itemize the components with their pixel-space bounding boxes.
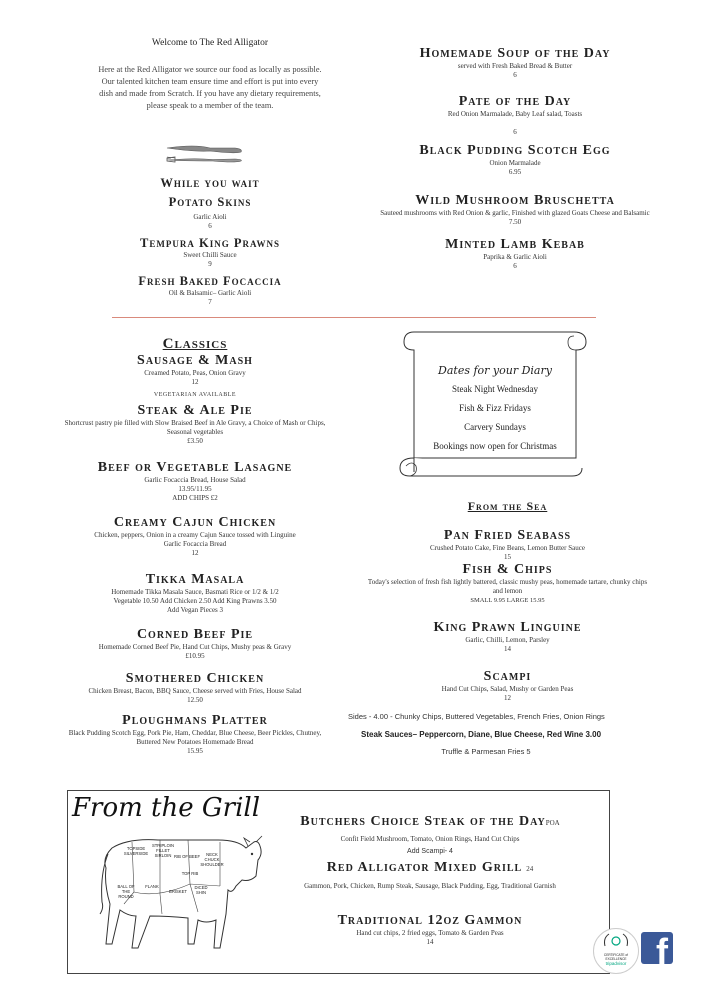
vegetarian-note: VEGETARIAN AVAILABLE <box>153 392 237 398</box>
pate-name: Pate of the Day <box>458 94 572 109</box>
lasagne-desc: Garlic Focaccia Bread, House Salad <box>144 476 246 484</box>
butchers-price: POA <box>545 819 560 827</box>
seabass-name: Pan Fried Seabass <box>443 528 572 543</box>
truffle-fries-text: Truffle & Parmesan Fries 5 <box>441 747 531 756</box>
focaccia-name: Fresh Baked Focaccia <box>138 274 282 288</box>
tikka-desc3: Add Vegan Pieces 3 <box>166 606 224 614</box>
starters-section <box>365 46 665 271</box>
gammon-price: 14 <box>426 938 434 946</box>
welcome-title: Welcome to The Red Alligator <box>151 38 269 48</box>
welcome-section <box>95 38 325 112</box>
potato-skins-price: 6 <box>208 222 212 230</box>
smothered-name: Smothered Chicken <box>125 671 265 686</box>
grill-title: From the Grill <box>72 793 261 823</box>
smothered-price: 12.50 <box>187 696 203 704</box>
ploughmans-name: Ploughmans Platter <box>122 713 268 728</box>
sausage-desc: Creamed Potato, Peas, Onion Gravy <box>144 369 246 377</box>
cut-topside: TOPSIDE SILVERSIDE <box>123 846 149 856</box>
tikka-name: Tikka Masala <box>145 572 245 587</box>
laurel-icon <box>601 932 631 948</box>
soup-desc: served with Fresh Baked Bread & Butter <box>457 62 573 70</box>
dates-line-2: Fish & Fizz Fridays <box>459 403 531 413</box>
facebook-glyph: f <box>656 932 668 964</box>
sea-heading: From the Sea <box>467 499 548 513</box>
classics-section <box>55 336 335 756</box>
seabass-price: 15 <box>504 553 511 561</box>
corned-beef-price: £10.95 <box>185 652 205 660</box>
potato-skins-desc: Garlic Aioli <box>193 213 227 221</box>
tripadvisor-top-text: CERTIFICATE of EXCELLENCE <box>603 953 629 961</box>
smothered-desc: Chicken Breast, Bacon, BBQ Sauce, Cheese served with Fries, House Salad <box>88 687 302 695</box>
cajun-price: 12 <box>191 549 199 557</box>
cajun-name: Creamy Cajun Chicken <box>113 515 277 530</box>
focaccia-desc: Oil & Balsamic– Garlic Aioli <box>168 289 252 297</box>
tikka-desc: Homemade Tikka Masala Sauce, Basmati Rice or 1/2 & 1/2 <box>111 588 279 596</box>
lasagne-name: Beef or Vegetable Lasagne <box>97 460 293 475</box>
sausage-name: Sausage & Mash <box>137 353 253 368</box>
dates-line-3: Carvery Sundays <box>464 422 526 432</box>
soup-name: Homemade Soup of the Day <box>419 46 611 61</box>
lasagne-extra: ADD CHIPS £2 <box>172 494 218 502</box>
facebook-icon[interactable] <box>641 932 673 964</box>
bruschetta-desc: Sauteed mushrooms with Red Onion & garlic, Finished with glazed Goats Cheese and Balsamic <box>380 209 650 217</box>
cut-flank: FLANK <box>145 884 159 889</box>
tempura-prawns-price: 9 <box>208 260 212 268</box>
sausage-price: 12 <box>191 378 199 386</box>
gammon-name: Traditional 12oz Gammon <box>337 913 523 928</box>
cut-top-rib: TOP RIB <box>181 871 199 876</box>
dates-section <box>420 364 570 456</box>
cutlery-icon <box>165 140 245 168</box>
soup-price: 6 <box>513 71 517 79</box>
grill-items <box>270 812 590 947</box>
lamb-kebab-desc: Paprika & Garlic Aioli <box>483 253 547 261</box>
linguine-desc: Garlic, Chilli, Lemon, Parsley <box>465 636 550 644</box>
fish-chips-price: SMALL 9.95 LARGE 15.95 <box>470 597 545 604</box>
scotch-egg-name: Black Pudding Scotch Egg <box>419 143 611 158</box>
bruschetta-name: Wild Mushroom Bruschetta <box>415 193 615 208</box>
sea-section <box>365 499 650 703</box>
ploughmans-price: 15.95 <box>187 747 203 755</box>
linguine-price: 14 <box>504 645 511 653</box>
lasagne-price: 13.95/11.95 <box>178 485 212 493</box>
lamb-kebab-price: 6 <box>513 262 517 270</box>
lamb-kebab-name: Minted Lamb Kebab <box>445 237 585 252</box>
steak-pie-price: £3.50 <box>187 437 203 445</box>
potato-skins-name: Potato Skins <box>168 195 252 209</box>
mixed-grill-desc: Gammon, Pork, Chicken, Rump Steak, Sausage, Black Pudding, Egg, Traditional Garnish <box>304 882 556 890</box>
pate-desc: Red Onion Marmalade, Baby Leaf salad, Toasts <box>447 110 583 118</box>
cut-striploin: STRIPLOIN FILLET SIRLOIN <box>151 843 175 858</box>
tikka-desc2: Vegetable 10.50 Add Chicken 2.50 Add King Prawns 3.50 <box>113 597 277 605</box>
cut-neck: NECK CHUCK SHOULDER <box>200 852 224 867</box>
butchers-desc: Confit Field Mushroom, Tomato, Onion Rings, Hand Cut Chips <box>340 835 520 843</box>
scampi-price: 12 <box>504 694 511 702</box>
cajun-desc2: Garlic Focaccia Bread <box>163 540 227 548</box>
tempura-prawns-name: Tempura King Prawns <box>140 236 280 250</box>
cajun-desc: Chicken, peppers, Onion in a creamy Cajun Sauce tossed with Linguine <box>94 531 296 539</box>
fish-chips-name: Fish & Chips <box>462 562 553 577</box>
dates-line-1: Steak Night Wednesday <box>451 384 539 394</box>
scotch-egg-desc: Onion Marmalade <box>489 159 541 167</box>
dates-line-4: Bookings now open for Christmas <box>433 441 557 451</box>
ploughmans-desc: Black Pudding Scotch Egg, Pork Pie, Ham, Cheddar, Blue Cheese, Beer Pickles, Chutney, Buttered New Potatoes Homemade Bread <box>68 729 322 746</box>
cut-diced-shin: DICED SHIN <box>194 885 208 895</box>
steak-sauces-text: Steak Sauces– Peppercorn, Diane, Blue Cheese, Red Wine 3.00 <box>361 730 602 739</box>
classics-heading: Classics <box>162 336 228 352</box>
cut-rib: RIB OF BEEF <box>173 854 201 859</box>
while-you-wait-heading: While you wait <box>160 176 260 190</box>
seabass-desc: Crushed Potato Cake, Fine Beans, Lemon Butter Sauce <box>430 544 585 552</box>
scotch-egg-price: 6.95 <box>508 168 522 176</box>
focaccia-price: 7 <box>208 298 212 306</box>
tempura-prawns-desc: Sweet Chilli Sauce <box>183 251 237 259</box>
cut-ball-round: BALL OF THE ROUND <box>117 884 135 899</box>
sides-text: Sides - 4.00 - Chunky Chips, Buttered Vegetables, French Fries, Onion Rings <box>348 712 605 721</box>
bruschetta-price: 7.50 <box>508 218 522 226</box>
cut-brisket: BRISKET <box>169 889 187 894</box>
corned-beef-name: Corned Beef Pie <box>136 627 254 642</box>
welcome-text: Here at the Red Alligator we source our food as locally as possible. Our talented kitchen team ensure time and effort is put into every dish and made from Scratch. If you have any dietary requirements, please speak to a member of the team. <box>98 65 322 110</box>
gammon-desc: Hand cut chips, 2 fried eggs, Tomato & Garden Peas <box>356 929 504 937</box>
steak-pie-desc: Shortcrust pastry pie filled with Slow Braised Beef in Ale Gravy, a Choice of Mash or Chips, Seasonal vegetables <box>64 419 326 436</box>
scampi-desc: Hand Cut Chips, Salad, Mushy or Garden Peas <box>441 685 574 693</box>
while-you-wait-section <box>95 176 325 307</box>
tripadvisor-badge[interactable] <box>593 928 639 974</box>
steak-pie-name: Steak & Ale Pie <box>137 403 253 418</box>
butchers-name: Butchers Choice Steak of the Day <box>300 814 546 829</box>
section-divider <box>112 317 596 318</box>
linguine-name: King Prawn Linguine <box>433 620 582 635</box>
tripadvisor-bottom-text: tripadvisor <box>605 961 627 966</box>
fish-chips-desc: Today's selection of fresh fish lightly battered, classic mushy peas, homemade tartare, chunky chips and lemon <box>367 578 648 595</box>
pate-price: 6 <box>513 128 517 136</box>
corned-beef-desc: Homemade Corned Beef Pie, Hand Cut Chips, Mushy peas & Gravy <box>98 643 292 651</box>
butchers-extra: Add Scampi- 4 <box>407 848 453 855</box>
dates-title: Dates for your Diary <box>438 364 552 377</box>
mixed-grill-price: 24 <box>526 865 534 873</box>
mixed-grill-name: Red Alligator Mixed Grill <box>326 860 523 875</box>
scampi-name: Scampi <box>483 669 532 684</box>
